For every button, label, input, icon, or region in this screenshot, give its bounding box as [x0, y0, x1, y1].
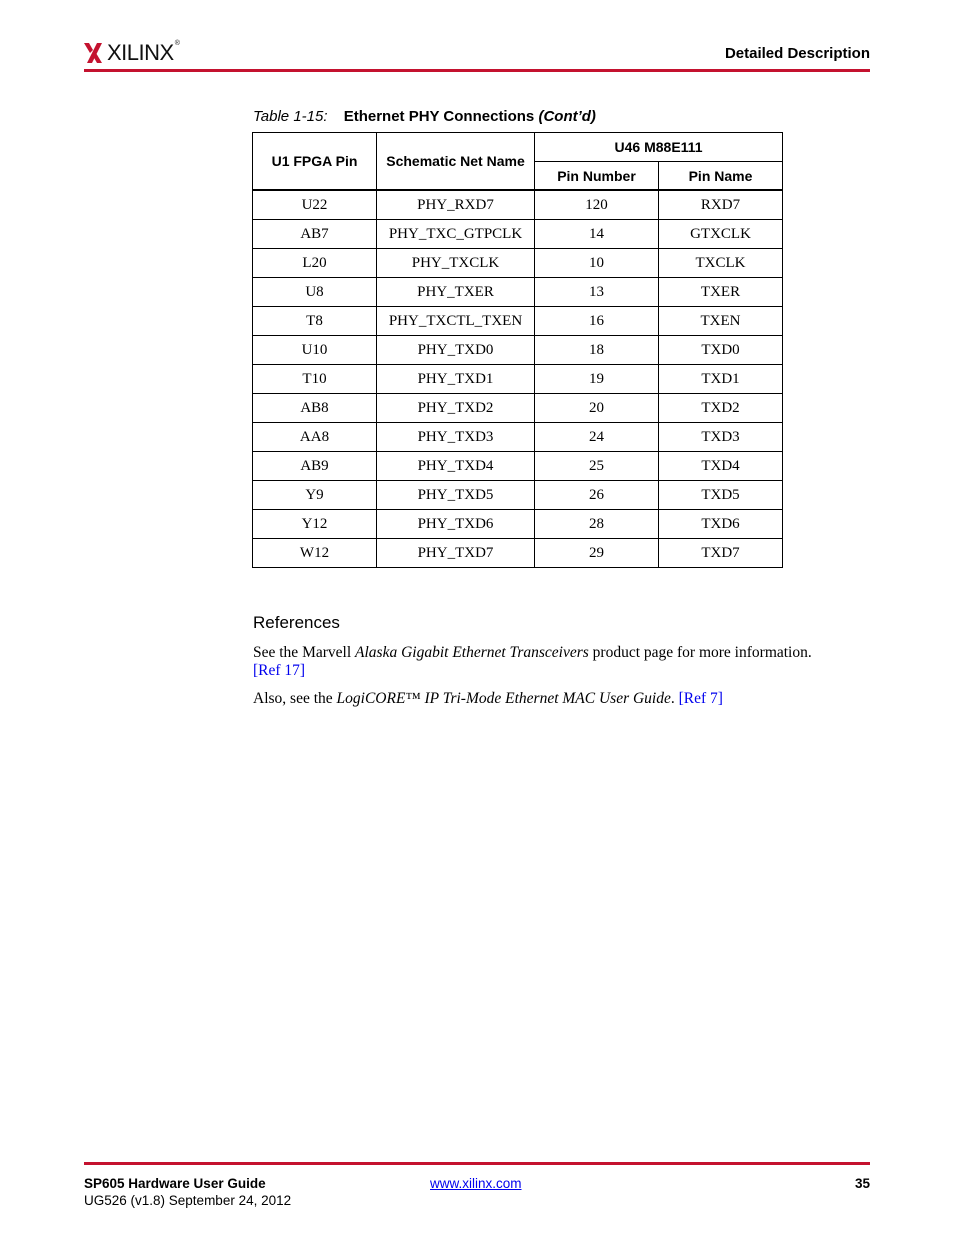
cell-pin-name: TXD6 — [659, 510, 783, 539]
cell-pin-name: TXER — [659, 278, 783, 307]
references-heading: References — [253, 613, 340, 632]
cell-pin-number: 10 — [535, 249, 659, 278]
cell-pin-name: TXD7 — [659, 539, 783, 568]
cell-pin-number: 26 — [535, 481, 659, 510]
table-title: Ethernet PHY Connections — [343, 108, 535, 125]
footer-guide-title: SP605 Hardware User Guide — [84, 1176, 266, 1191]
table-row — [253, 452, 783, 481]
cell-pin-name: RXD7 — [659, 190, 783, 220]
references-paragraph-1: See the Marvell Alaska Gigabit Ethernet Transceivers product page for more information. [Ref 17] — [253, 644, 812, 679]
cell-pin-number: 19 — [535, 365, 659, 394]
cell-pin-number: 13 — [535, 278, 659, 307]
cell-pin-name: TXD4 — [659, 452, 783, 481]
cell-fpga-pin: AB9 — [253, 452, 377, 481]
table-caption — [253, 108, 596, 125]
table-body — [253, 190, 783, 568]
references-paragraph-2: Also, see the LogiCORE™ IP Tri-Mode Ethernet MAC User Guide. [Ref 7] — [253, 690, 723, 707]
cell-net-name: PHY_TXD2 — [377, 394, 535, 423]
cell-net-name: PHY_TXER — [377, 278, 535, 307]
section-title: Detailed Description — [724, 45, 870, 62]
cell-fpga-pin: U10 — [253, 336, 377, 365]
cell-fpga-pin: T8 — [253, 307, 377, 336]
cell-fpga-pin: U8 — [253, 278, 377, 307]
table-row — [253, 307, 783, 336]
cell-net-name: PHY_TXD5 — [377, 481, 535, 510]
footer-website-link[interactable]: www.xilinx.com — [430, 1176, 522, 1191]
ethernet-phy-table — [252, 132, 783, 568]
ref-7-link[interactable]: [Ref 7] — [678, 690, 723, 707]
cell-net-name: PHY_TXCLK — [377, 249, 535, 278]
cell-net-name: PHY_TXD7 — [377, 539, 535, 568]
cell-pin-name: TXD2 — [659, 394, 783, 423]
cell-fpga-pin: AA8 — [253, 423, 377, 452]
cell-net-name: PHY_TXD3 — [377, 423, 535, 452]
footer-doc-id: UG526 (v1.8) September 24, 2012 — [84, 1193, 292, 1208]
cell-pin-number: 20 — [535, 394, 659, 423]
marvell-product-name: Alaska Gigabit Ethernet Transceivers — [355, 644, 589, 661]
table-row — [253, 423, 783, 452]
cell-fpga-pin: W12 — [253, 539, 377, 568]
table-row — [253, 394, 783, 423]
footer-divider — [84, 1162, 870, 1165]
table-row — [253, 190, 783, 220]
cell-fpga-pin: T10 — [253, 365, 377, 394]
xilinx-logo — [84, 40, 179, 66]
table-row — [253, 481, 783, 510]
cell-pin-number: 14 — [535, 220, 659, 249]
cell-net-name: PHY_RXD7 — [377, 190, 535, 220]
header-divider — [84, 69, 870, 72]
table-row — [253, 220, 783, 249]
table-row — [253, 336, 783, 365]
cell-pin-number: 25 — [535, 452, 659, 481]
cell-fpga-pin: U22 — [253, 190, 377, 220]
cell-net-name: PHY_TXD1 — [377, 365, 535, 394]
table-row — [253, 365, 783, 394]
cell-pin-name: TXD0 — [659, 336, 783, 365]
ref-17-link[interactable]: [Ref 17] — [253, 662, 306, 679]
cell-pin-name: TXCLK — [659, 249, 783, 278]
cell-pin-name: TXD5 — [659, 481, 783, 510]
cell-fpga-pin: L20 — [253, 249, 377, 278]
cell-pin-name: GTXCLK — [659, 220, 783, 249]
logo-wordmark: XILINX® — [107, 40, 180, 65]
cell-pin-number: 120 — [535, 190, 659, 220]
xilinx-x-icon — [84, 41, 102, 65]
cell-net-name: PHY_TXCTL_TXEN — [377, 307, 535, 336]
cell-pin-name: TXD1 — [659, 365, 783, 394]
header-pin-number: Pin Number — [535, 162, 659, 191]
cell-pin-name: TXD3 — [659, 423, 783, 452]
table-number: Table 1-15: — [253, 108, 328, 125]
cell-pin-number: 24 — [535, 423, 659, 452]
table-row — [253, 278, 783, 307]
cell-pin-number: 18 — [535, 336, 659, 365]
cell-pin-number: 16 — [535, 307, 659, 336]
cell-net-name: PHY_TXD6 — [377, 510, 535, 539]
table-row — [253, 539, 783, 568]
header-net-name: Schematic Net Name — [377, 133, 535, 191]
header-pin-name: Pin Name — [659, 162, 783, 191]
page-number: 35 — [854, 1176, 870, 1191]
cell-fpga-pin: Y12 — [253, 510, 377, 539]
mac-user-guide-name: LogiCORE™ IP Tri-Mode Ethernet MAC User Guide — [336, 690, 671, 707]
header-fpga-pin: U1 FPGA Pin — [253, 133, 377, 191]
cell-net-name: PHY_TXD4 — [377, 452, 535, 481]
cell-fpga-pin: AB7 — [253, 220, 377, 249]
cell-pin-name: TXEN — [659, 307, 783, 336]
cell-net-name: PHY_TXC_GTPCLK — [377, 220, 535, 249]
table-row — [253, 249, 783, 278]
cell-pin-number: 28 — [535, 510, 659, 539]
cell-net-name: PHY_TXD0 — [377, 336, 535, 365]
header-device-group: U46 M88E111 — [535, 133, 783, 162]
table-row — [253, 510, 783, 539]
cell-fpga-pin: AB8 — [253, 394, 377, 423]
cell-pin-number: 29 — [535, 539, 659, 568]
cell-fpga-pin: Y9 — [253, 481, 377, 510]
table-continued: (Cont’d) — [538, 108, 596, 125]
